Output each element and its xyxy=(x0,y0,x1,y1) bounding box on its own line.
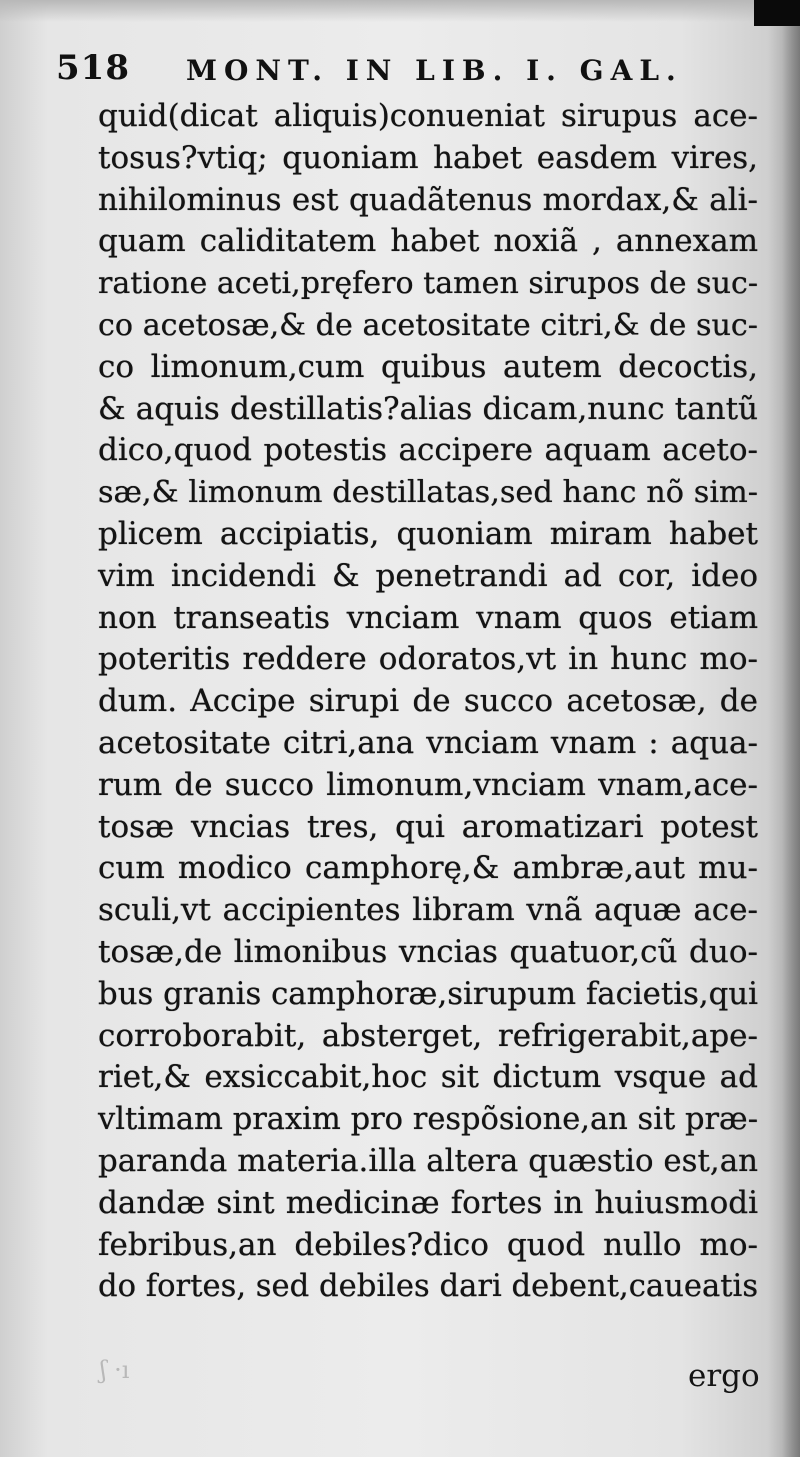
page-number: 518 xyxy=(56,48,130,88)
top-edge-shadow xyxy=(0,0,800,22)
text-line: nihilominus est quadãtenus mordax,& ali- xyxy=(98,181,758,218)
text-line: paranda materia.illa altera quæstio est,an xyxy=(98,1142,758,1179)
text-line: sculi,vt accipientes libram vnã aquæ ace- xyxy=(98,892,758,929)
text-line: cum modico camphorę,& ambræ,aut mu- xyxy=(98,850,758,887)
text-line: plicem accipiatis, quoniam miram habet xyxy=(98,515,758,552)
text-line: co limonum,cum quibus autem decoctis, xyxy=(98,348,758,385)
text-line: dandæ sint medicinæ fortes in huiusmodi xyxy=(98,1184,758,1221)
catchword: ergo xyxy=(688,1358,760,1394)
text-line: co acetosæ,& de acetositate citri,& de suc- xyxy=(98,307,758,343)
text-line: sæ,& limonum destillatas,sed hanc nõ sim- xyxy=(98,475,758,511)
running-head: MONT. IN LIB. I. GAL. xyxy=(186,54,683,87)
text-line: & aquis destillatis?alias dicam,nunc tantũ xyxy=(98,390,758,427)
text-line: tosæ vncias tres, qui aromatizari potest xyxy=(98,808,758,845)
text-line: corroborabit, absterget, refrigerabit,ape- xyxy=(98,1017,758,1054)
text-line: dum. Accipe sirupi de succo acetosæ, de xyxy=(98,683,758,720)
text-line: quid(dicat aliquis)conueniat sirupus ace- xyxy=(98,98,758,134)
text-line: bus granis camphoræ,sirupum facietis,qui xyxy=(98,975,758,1012)
right-edge-shadow xyxy=(782,26,800,1457)
text-line: riet,& exsiccabit,hoc sit dictum vsque ad xyxy=(98,1059,758,1096)
text-line: rum de succo limonum,vnciam vnam,ace- xyxy=(98,766,758,803)
text-line: dico,quod potestis accipere aquam aceto- xyxy=(98,432,758,469)
text-line: ratione aceti,pręfero tamen sirupos de suc- xyxy=(98,266,758,302)
text-line: tosæ,de limonibus vncias quatuor,cũ duo- xyxy=(98,933,758,970)
text-line: vltimam praxim pro respõsione,an sit præ- xyxy=(98,1102,758,1138)
text-line: do fortes, sed debiles dari debent,caueatis xyxy=(98,1269,759,1305)
text-line: acetositate citri,ana vnciam vnam : aqua- xyxy=(98,724,758,761)
body-text xyxy=(98,96,758,1308)
text-line: non transeatis vnciam vnam quos etiam xyxy=(98,599,758,636)
page-header xyxy=(56,40,696,92)
text-line: vim incidendi & penetrandi ad cor, ideo xyxy=(98,557,758,594)
text-line: poteritis reddere odoratos,vt in hunc mo- xyxy=(98,641,758,678)
scan-corner-shadow xyxy=(754,0,800,26)
text-line: tosus?vtiq; quoniam habet easdem vires, xyxy=(98,139,758,176)
text-line: quam caliditatem habet noxiã , annexam xyxy=(98,223,758,260)
bleed-through-marks: ʃ ·ı xyxy=(100,1356,130,1384)
text-line: febribus,an debiles?dico quod nullo mo- xyxy=(98,1226,758,1263)
